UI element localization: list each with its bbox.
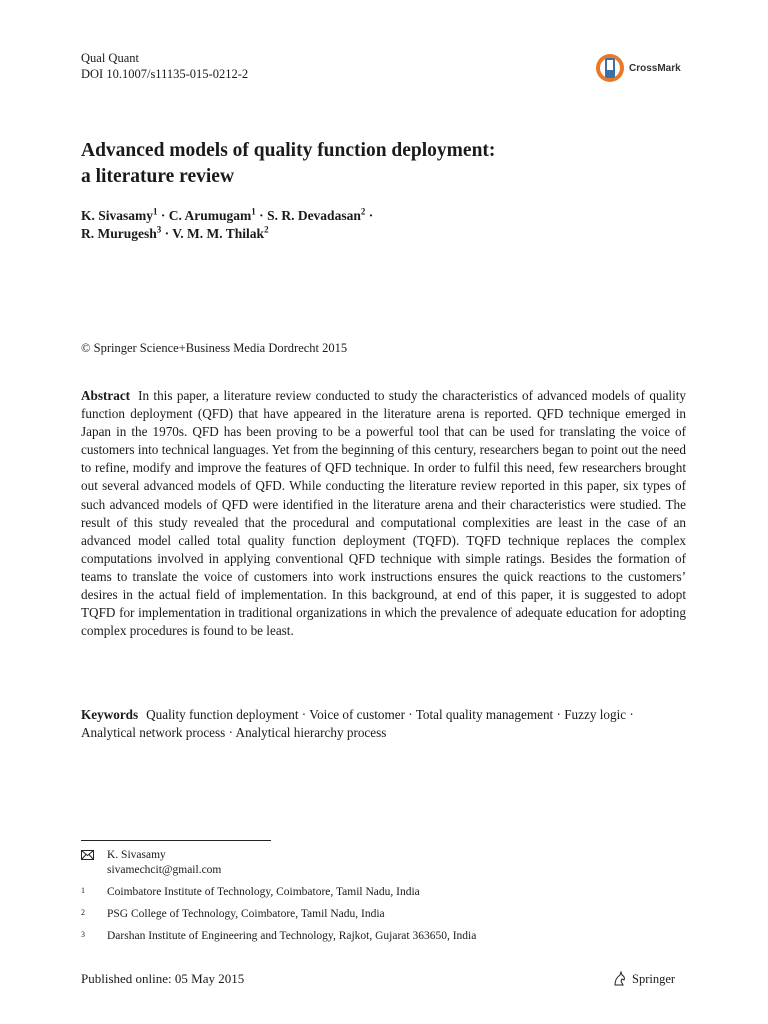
author-name[interactable]: S. R. Devadasan — [267, 208, 361, 223]
affiliation-text: Darshan Institute of Engineering and Technology, Rajkot, Gujarat 363650, India — [107, 930, 477, 942]
affiliation-number: 1 — [81, 886, 85, 895]
publisher-logo — [612, 971, 675, 987]
author-name[interactable]: V. M. M. Thilak — [172, 226, 265, 241]
author-affiliation-mark: 2 — [264, 224, 269, 235]
article-title — [81, 138, 701, 190]
author-affiliation-mark: 3 — [156, 224, 162, 235]
keywords-text: Quality function deployment · Voice of customer · Total quality management · Fuzzy logic · Analytical network process · Analytical hierarchy process — [81, 707, 634, 741]
author-line-1 — [81, 207, 373, 225]
author-separator: · — [161, 226, 173, 241]
title-line-2: a literature review — [81, 166, 235, 187]
springer-horse-icon — [612, 971, 628, 987]
journal-name: Qual Quant — [81, 51, 139, 65]
affiliation-item — [81, 929, 691, 944]
author-affiliation-mark: 1 — [153, 206, 158, 217]
affiliation-text: Coimbatore Institute of Technology, Coimbatore, Tamil Nadu, India — [107, 886, 420, 898]
corresponding-author-name: K. Sivasamy — [107, 849, 166, 861]
affiliation-number: 3 — [81, 930, 85, 939]
corresponding-author-email[interactable]: sivamechcit@gmail.com — [107, 864, 222, 876]
affiliation-item — [81, 885, 691, 900]
doi-link[interactable]: DOI 10.1007/s11135-015-0212-2 — [81, 67, 249, 81]
footnotes — [81, 848, 691, 944]
corresponding-author — [81, 848, 691, 878]
author-line-2 — [81, 225, 373, 243]
crossmark-icon — [595, 53, 625, 83]
affiliation-number: 2 — [81, 908, 85, 917]
publisher-name: Springer — [632, 971, 676, 986]
author-separator: · — [157, 208, 169, 223]
keywords-label: Keywords — [81, 707, 139, 722]
affiliation-item — [81, 907, 691, 922]
journal-header — [81, 50, 248, 82]
author-affiliation-mark: 2 — [360, 206, 366, 217]
author-list — [81, 207, 373, 243]
abstract-label: Abstract — [81, 388, 131, 403]
author-separator: · — [365, 208, 374, 223]
published-date: Published online: 05 May 2015 — [81, 971, 245, 986]
author-name[interactable]: C. Arumugam — [168, 208, 252, 223]
affiliation-text: PSG College of Technology, Coimbatore, Tamil Nadu, India — [107, 908, 385, 920]
abstract-text: In this paper, a literature review conducted to study the characteristics of advanced models of quality function deployment (QFD) that have appeared in the literature arena is reported. QFD technique emerged in Japan in the 1970s. QFD has been proving to be a powerful tool that can be used for translating the voice of customers into technical languages. Yet from the beginning of this century, researchers began to point out the need to refine, modify and improve the features of QFD technique. In order to fulfil this need, few researchers brought out several advanced models of QFD. While conducting the literature review reported in this paper, six types of such advanced models of QFD were identified in the literature arena and their characteristics were studied. The result of this study revealed that the procedural and computational complexities are least in the case of an advanced model called total quality function deployment (TQFD). TQFD technique replaces the complex computations involved in applying conventional QFD technique with simple ratings. Besides the formation of teams to translate the voice of customers into work instructions ensures the quick reactions to the customers’ desires in the actual field of implementation. In this background, at end of this paper, it is suggested to adopt TQFD for implementation in traditional organizations in which the prevalence of adequate education for adopting complex procedures is found to be least. — [81, 388, 686, 639]
crossmark-label: CrossMark — [629, 62, 681, 74]
copyright-notice: © Springer Science+Business Media Dordrecht 2015 — [81, 341, 348, 355]
author-name[interactable]: K. Sivasamy — [81, 208, 154, 223]
keywords-section — [81, 706, 686, 742]
author-name[interactable]: R. Murugesh — [81, 226, 157, 241]
author-affiliation-mark: 1 — [251, 206, 256, 217]
abstract-section — [81, 387, 686, 640]
footnote-divider — [81, 840, 271, 841]
crossmark-badge[interactable] — [595, 53, 681, 83]
author-separator: · — [255, 208, 268, 223]
envelope-icon — [81, 848, 107, 865]
title-line-1: Advanced models of quality function deployment: — [81, 140, 496, 161]
